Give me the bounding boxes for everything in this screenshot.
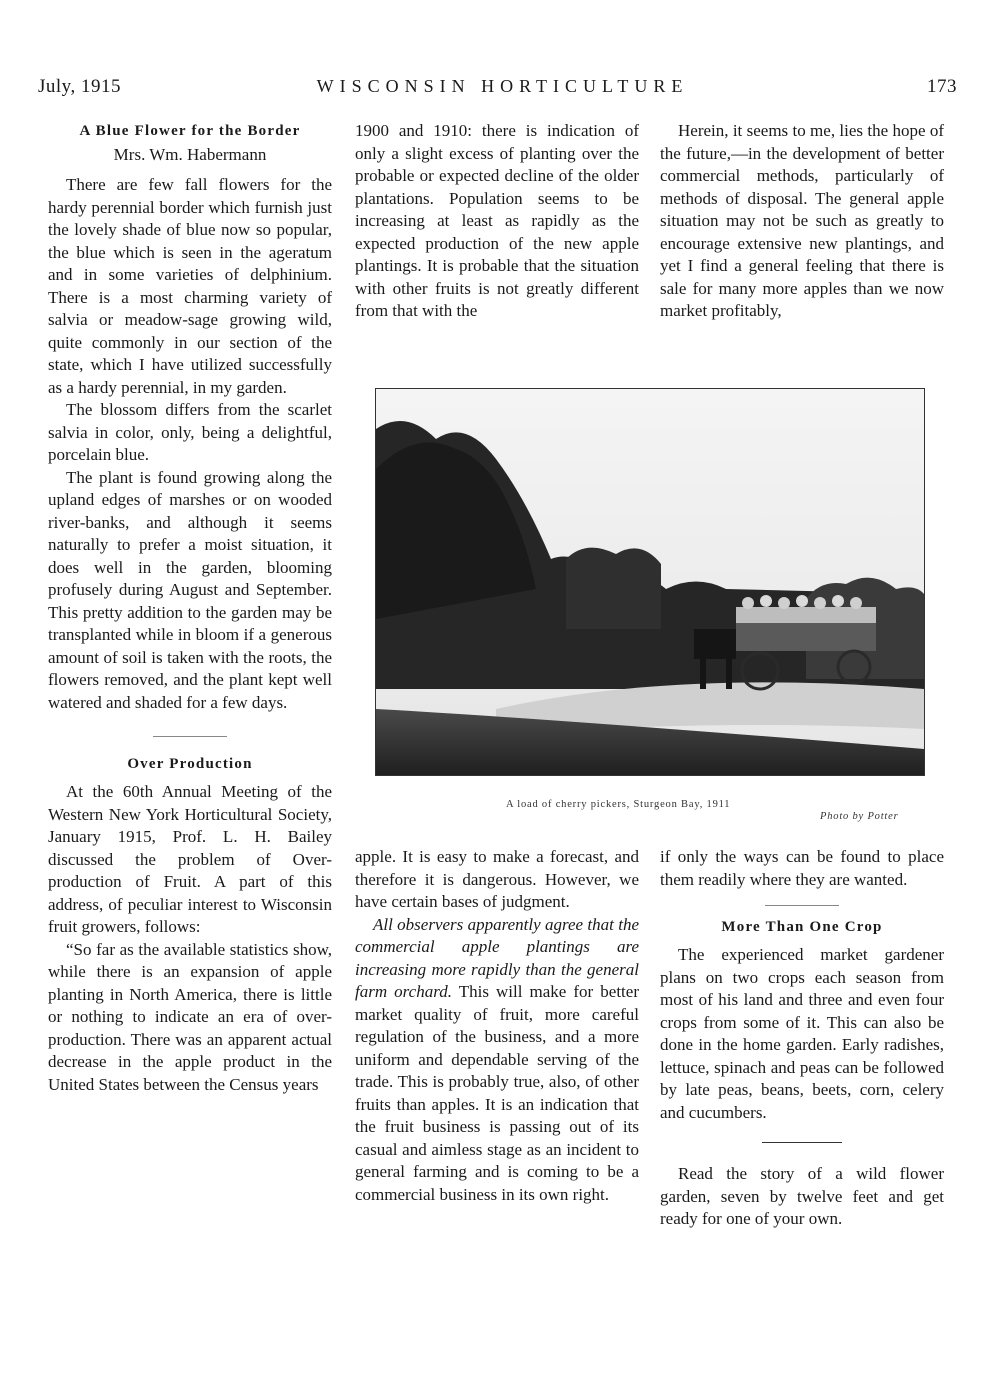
column-3-bottom xyxy=(660,846,944,1231)
paragraph: Read the story of a wild flower garden, seven by twelve feet and get ready for one of your own. xyxy=(660,1164,944,1228)
divider xyxy=(153,736,227,737)
paragraph: The experienced market gardener plans on two crops each season from most of his land and three and even four crops from some of it. This can also be done in the home garden. Early radishes, lettuce, spinach and peas can be followed by late peas, beans, beets, corn, celery and cucumbers. xyxy=(660,945,944,1122)
paragraph: At the 60th Annual Meeting of the Western New York Horticultural Society, January 1915, Prof. L. H. Bailey discussed the problem of Over-production of Fruit. A part of this address, of peculiar interest to Wisconsin fruit growers, follows: xyxy=(48,782,332,936)
paragraph: The blossom differs from the scarlet salvia in color, only, being a delightful, porcelain blue. xyxy=(48,400,332,464)
paragraph: apple. It is easy to make a forecast, and therefore it is dangerous. However, we have certain bases of judgment. xyxy=(355,847,639,911)
italic-quote: All observers apparently agree that the commercial apple plantings are increasing more rapidly than the general farm orchard. xyxy=(355,914,639,1001)
paragraph: if only the ways can be found to place them readily where they are wanted. xyxy=(660,847,944,889)
journal-title: WISCONSIN HORTICULTURE xyxy=(316,76,689,96)
photo-illustration xyxy=(376,389,924,775)
photo-credit: Photo by Potter xyxy=(820,811,899,822)
page-number: 173 xyxy=(927,76,957,97)
article-title-blue-flower: A Blue Flower for the Border xyxy=(79,123,301,139)
photograph-cherry-pickers xyxy=(375,388,925,776)
paragraph-continued: This will make for better market quality of fruit, more careful regulation of the business, and a more uniform and dependable serving of the trade. This is probably true, also, of other fruits than apples. It is an indication that the fruit business is passing out of its casual and aimless stage as an incident to general farming and is coming to be a commercial business in its own right. xyxy=(355,982,639,1204)
paragraph: Herein, it seems to me, lies the hope of the future,—in the development of better commercial methods, particularly of methods of disposal. The general apple situation may not be such as greatly to encourage extensive new plantings, and yet I find a general feeling that there is sale for many more apples than we now market profitably, xyxy=(660,121,944,320)
paragraph: 1900 and 1910: there is indication of only a slight excess of planting over the probable or expected decline of the older plantations. Population seems to be increasing at least as rapidly as the expected production of the new apple plantings. It is probable that the situation with other fruits is not greatly different from that with the xyxy=(355,121,639,320)
paragraph: The plant is found growing along the upland edges of marshes or on wooded river-banks, and although it seems naturally to prefer a moist situation, it does well in the garden, blooming profusely during August and September. This pretty addition to the garden may be transplanted while in bloom if a generous amount of soil is taken with the roots, the flowers removed, and the plant kept well watered and shaded for a few days. xyxy=(48,467,332,712)
column-2-bottom xyxy=(355,846,639,1206)
photo-caption: A load of cherry pickers, Sturgeon Bay, 1911 xyxy=(506,799,731,810)
article-author: Mrs. Wm. Habermann xyxy=(113,145,267,164)
issue-date: July, 1915 xyxy=(38,76,121,97)
paragraph: There are few fall flowers for the hardy perennial border which furnish just the lovely shade of blue now so popular, the blue which is seen in the ageratum and in some varieties of delphinium. There is a most charming variety of salvia or meadow-sage growing wild, quite commonly in our section of the state, which I have utilized successfully as a hardy perennial, in my garden. xyxy=(48,175,332,397)
paragraph xyxy=(355,914,639,1207)
column-2-top xyxy=(355,120,639,323)
article-title-over-production: Over Production xyxy=(127,756,253,772)
article-title-more-than-one-crop: More Than One Crop xyxy=(721,919,883,935)
divider xyxy=(765,905,839,906)
column-1 xyxy=(48,120,332,1096)
divider xyxy=(762,1142,842,1143)
paragraph: “So far as the available statistics show, while there is an expansion of apple planting in North America, there is little or nothing to indicate an era of over-production. There was an apparent actual decrease in the apple product in the United States between the Census years xyxy=(48,939,332,1094)
column-3-top xyxy=(660,120,944,323)
